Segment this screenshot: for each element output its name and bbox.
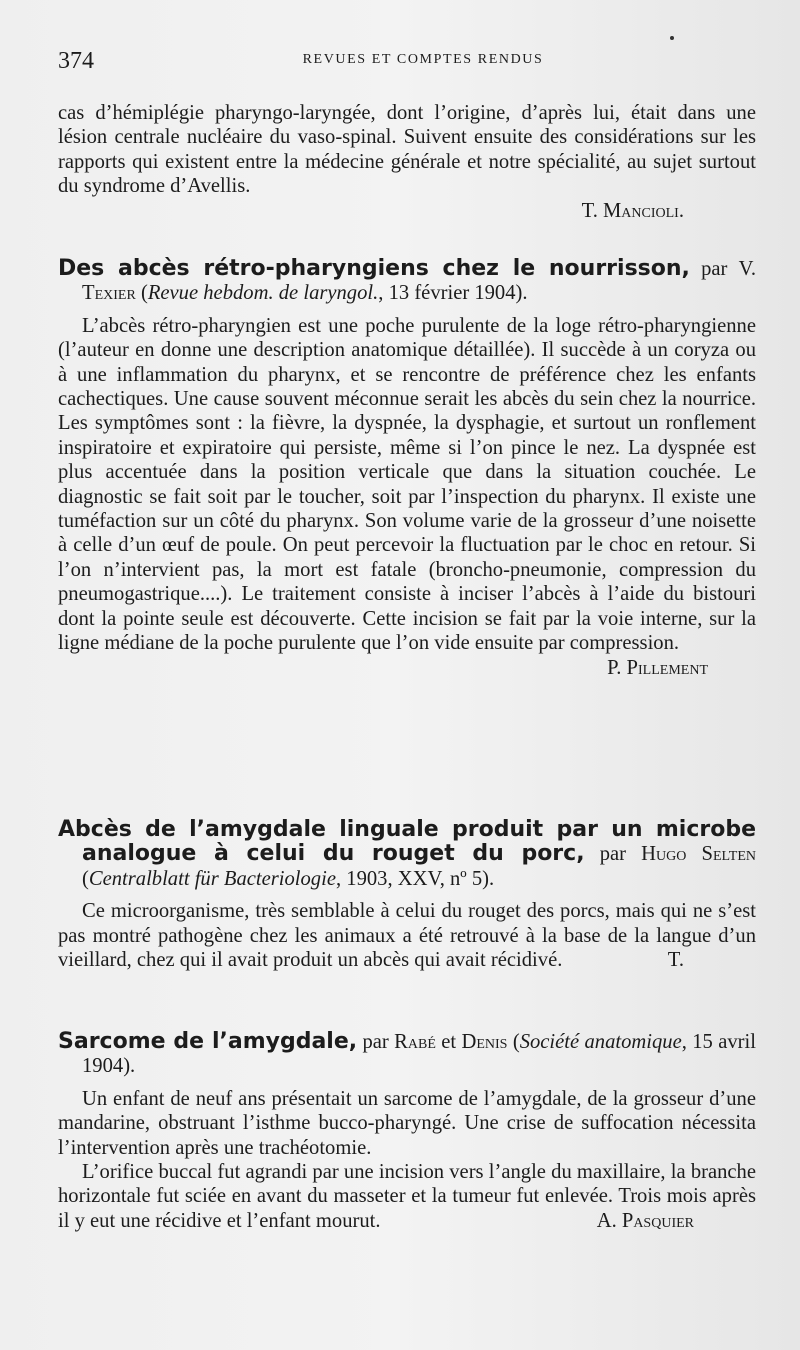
review-title: Abcès de l’amygdale linguale produit par un microbe analogue à celui du rouget du porc,	[58, 817, 756, 867]
by-word: par	[599, 843, 627, 866]
continuation-section	[58, 101, 756, 223]
review-author-2: Denis	[461, 1031, 508, 1053]
source-date: , 1903, XXV, nº 5).	[335, 867, 495, 890]
review-heading: Sarcome de l’amygdale, par Rabé et Denis (Société anatomique, 15 avril 1904).	[58, 1029, 756, 1078]
source-date: , 15 avril 1904).	[82, 1031, 756, 1078]
page-header	[58, 48, 758, 78]
source-journal: Société anatomique	[519, 1031, 682, 1053]
signature-pasquier: A. Pasquier	[596, 1210, 694, 1233]
review-body-paragraph-2: L’orifice buccal fut agrandi par une incision vers l’angle du maxillaire, la branche horizontale fut sciée en avant du masseter et la tumeur fut enlevée. Trois mois après il y eut une récidive et l’enfant mourut.	[58, 1161, 756, 1232]
by-word: par	[362, 1031, 389, 1053]
review-retro-pharyngeal	[58, 257, 756, 680]
and-word: et	[441, 1031, 457, 1053]
continuation-text: cas d’hémiplégie pharyngo-laryngée, dont l’origine, d’après lui, était dans une lésion centrale nucléaire du vaso-spinal. Suivent ensuite des considérations sur les rapports qui existent entre la médecine générale et notre spécialité, au sujet surtout du syndrome d’Avellis.	[58, 102, 756, 198]
review-author: V. Texier	[82, 258, 756, 305]
source-date: , 13 février 1904).	[378, 282, 528, 305]
review-heading: Des abcès rétro-pharyngiens chez le nourrisson, par V. Texier (Revue hebdom. de laryngol., 13 février 1904).	[58, 256, 756, 305]
review-title: Des abcès rétro-pharyngiens chez le nourrisson,	[58, 256, 690, 281]
page-number: 374	[58, 48, 94, 74]
review-lingual-tonsil	[58, 818, 756, 972]
by-word: par	[701, 258, 728, 280]
review-author-1: Rabé	[394, 1031, 436, 1053]
review-body-paragraph-1: Un enfant de neuf ans présentait un sarcome de l’amygdale, de la grosseur d’une mandarine, obstruant l’isthme bucco-pharyngé. Une crise de suffocation nécessita l’intervention après une trachéotomie.	[58, 1087, 756, 1159]
signature-mancioli: T. Mancioli.	[581, 199, 684, 222]
review-heading: Abcès de l’amygdale linguale produit par un microbe analogue à celui du rouget du porc, par Hugo Selten (Centralblatt für Bacteriologie, 1903, XXV, nº 5).	[58, 817, 757, 890]
running-title: REVUES ET COMPTES RENDUS	[302, 52, 544, 67]
signature-pillement: P. Pillement	[607, 656, 708, 679]
review-author: Hugo Selten	[641, 843, 757, 866]
source-journal: Revue hebdom. de laryngol.	[147, 282, 379, 305]
ink-speck	[670, 36, 674, 40]
source-journal: Centralblatt für Bacteriologie	[88, 867, 336, 890]
review-body: L’abcès rétro-pharyngien est une poche purulente de la loge rétro-pharyngienne (l’auteur en donne une description anatomique détaillée). Il succède à un coryza ou à une inflammation du pharynx, et se rencontre de préférence chez les enfants cachectiques. Une cause souvent méconnue serait les abcès du sein chez la nourrice. Les symptômes sont : la fièvre, la dyspnée, la dysphagie, et surtout un ronflement inspiratoire et expiratoire qui persiste, même si l’on pince le nez. La dyspnée est plus accentuée dans la position verticale que dans la situation couchée. Le diagnostic se fait soit par le toucher, soit par l’inspection du pharynx. Il existe une tuméfaction sur un côté du pharynx. Son volume varie de la grosseur d’une noisette à celle d’un œuf de poule. On peut percevoir la fluctuation par le choc en retour. Si l’on n’intervient pas, la mort est fatale (broncho-pneumonie, compression du pneumogastrique....). Le traitement consiste à inciser l’abcès à l’aide du bistouri dont la pointe seule est découverte. Cette incision se fait par la voie interne, sur la ligne médiane de la poche purulente que l’on vide ensuite par compression.	[58, 314, 756, 655]
review-body	[58, 899, 756, 972]
review-body-text: Ce microorganisme, très semblable à celui du rouget des porcs, mais qui ne s’est pas montré pathogène chez les animaux a été retrouvé à la base de la langue d’un vieillard, chez qui il avait produit un abcès qui avait récidivé.	[58, 900, 756, 972]
signature-t: T.	[667, 949, 684, 972]
review-tonsil-sarcoma	[58, 1030, 756, 1234]
review-title: Sarcome de l’amygdale,	[58, 1029, 358, 1054]
